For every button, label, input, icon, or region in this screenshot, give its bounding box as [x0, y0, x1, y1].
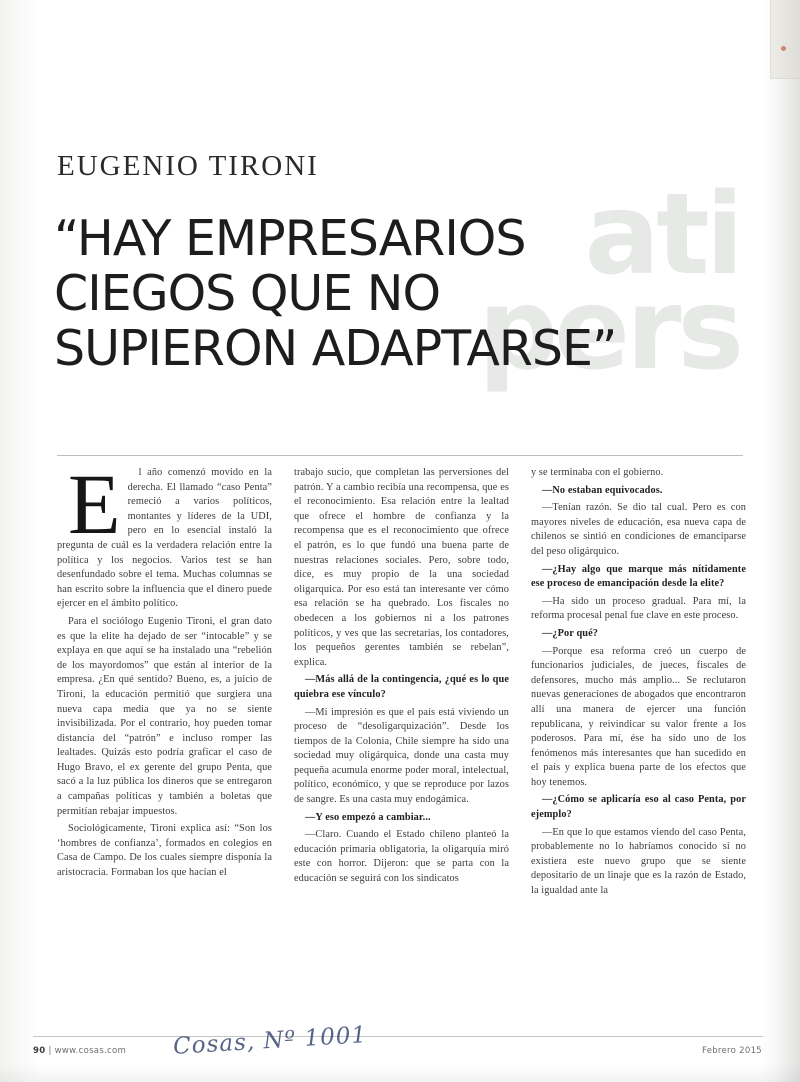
folio-separator: | [48, 1046, 55, 1056]
background-ghost-text: ati pers [477, 170, 740, 396]
body-column-2 [294, 466, 509, 1021]
interview-question: —Más allá de la contingencia, ¿qué es lo que quiebra ese vínculo? [294, 674, 509, 700]
interview-question: —Y eso empezó a cambiar... [305, 811, 431, 823]
article-headline [54, 212, 754, 377]
page-bottom-shadow [0, 1064, 800, 1082]
paragraph: y se terminaba con el gobierno. [531, 467, 664, 478]
paragraph: —Ha sido un proceso gradual. Para mí, la reforma procesal penal fue clave en este proceso. [531, 595, 746, 622]
scan-artifact-dot [781, 46, 786, 51]
paragraph: —Claro. Cuando el Estado chileno planteó la educación primaria obligatoria, la oligarquía miró este con horror. Dijeron: que se parta con la educación se seguirá con los sindicatos [294, 829, 509, 885]
interview-question: —¿Cómo se aplicaría eso al caso Penta, por ejemplo? [531, 794, 746, 821]
paragraph: Sociológicamente, Tironi explica así: “Son los ‘hombres de confianza’, formados en colegios en Casa de Campo. De los cuales siempre disponía la aristocracia. Formaban los que hacían el [57, 823, 272, 879]
headline-line-3: SUPIERON ADAPTARSE” [54, 319, 617, 377]
article-kicker: EUGENIO TIRONI [57, 150, 319, 182]
headline-line-2: CIEGOS QUE NO [54, 264, 441, 322]
page-edge-shadow [774, 0, 800, 1082]
headline-line-1: “HAY EMPRESARIOS [54, 210, 526, 267]
body-column-3 [531, 466, 746, 1021]
paragraph: —Mi impresión es que el país está viviendo un proceso de “desoligarquización”. Desde los tiempos de la Colonia, Chile siempre ha sido una sociedad muy oligárquica, donde una casta muy pequeña acumula enorme poder moral, intelectual, político, económico, y que se reproduce por lazos de sangre. Es una casta muy endogámica. [294, 706, 509, 806]
paragraph-text: l año comenzó movido en la derecha. El llamado “caso Penta” remeció a varios políticos, montantes y líderes de la UDI, pero en lo esencial instaló la pregunta de cuál es la verdadera relación entre la política y los negocios. Varios test se han desenfundado sobre el tema. Muchas columnas se han escrito sobre la influencia que el dinero puede ejercer en el ámbito político. [57, 467, 272, 610]
handwritten-annotation: Cosas, Nº 1001 [172, 1022, 368, 1060]
article-body [57, 456, 747, 1021]
paragraph: —Porque esa reforma creó un cuerpo de funcionarios judiciales, de jueces, fiscales de defensores, mucho más amplio... Se reclutaron nuevas generaciones de abogados que encontraron allí una manera de ejercer una función republicana, y reivindicar su valor frente a los poderosos. Para mí, ése ha sido uno de los fenómenos más interesantes que han sucedido en el país y explica buena parte de los efectos que hoy tenemos. [531, 645, 746, 788]
issue-date: Febrero 2015 [701, 1046, 762, 1056]
paragraph: —Tenían razón. Se dio tal cual. Pero es con mayores niveles de educación, esa nueva capa de chilenos se sintió en condiciones de emanciparse del peso oligárquico. [531, 502, 746, 557]
page-number: 90 [33, 1046, 46, 1056]
interview-question: —¿Hay algo que marque más nítidamente ese proceso de emancipación desde la elite? [531, 563, 746, 590]
interview-question: —¿Por qué? [542, 627, 599, 639]
paragraph: Para el sociólogo Eugenio Tironi, el gran dato es que la elite ha dejado de ser “intocable” y se explaya en que aquí se ha instalado una “rebelión de los mayordomos” que están al interior de la empresa. ¿En qué sentido? Bueno, es, a juicio de Tironi, la educación permitió que surgiera una nueva capa media que ya no se siente invisibilizada. Por el contrario, hoy pueden tomar distancia del “patrón” e incluso romper las lealtades. Quizás esto podría graficar el caso de Hugo Bravo, el ex gerente del grupo Penta, que sacó a la luz pública los dineros que se entregaron a campañas políticas y también a boletas que permitían rebajar impuestos. [57, 615, 272, 817]
horizontal-rule-bottom [33, 1036, 763, 1037]
paragraph [57, 456, 272, 612]
drop-cap: E [68, 456, 121, 552]
scan-artifact-box [770, 0, 800, 79]
website-url: www.cosas.com [54, 1046, 127, 1056]
interview-question: —No estaban equivocados. [542, 484, 663, 496]
paragraph: —En que lo que estamos viendo del caso Penta, probablemente no lo habríamos conocido si no existiera este nuevo grupo que se siente depositario de un linaje que es la razón de Estado, la igualdad ante la [531, 826, 746, 897]
body-column-1 [57, 456, 272, 1021]
horizontal-rule-top [57, 455, 743, 456]
footer-folio [33, 1046, 126, 1056]
paragraph: trabajo sucio, que completan las perversiones del patrón. Y a cambio recibía una recompensa, que es el reconocimiento. Esa relación entre la lealtad que ofrece el hombre de confianza y la recompensa que es el reconocimiento que ofrece el patrón, es lo que fundó una buena parte de nuestras relaciones sociales. Pero, sobre todo, dice, es muy propio de la una sociedad oligarquica. Por eso está tan interesante ver cómo esa relación se ha quebrado. Los fiscales no obedecen a los gobiernos ni a los patrones políticos, y ves que las secretarias, los contadores, los pequeños gerentes también se rebelan”, explica. [294, 467, 509, 668]
